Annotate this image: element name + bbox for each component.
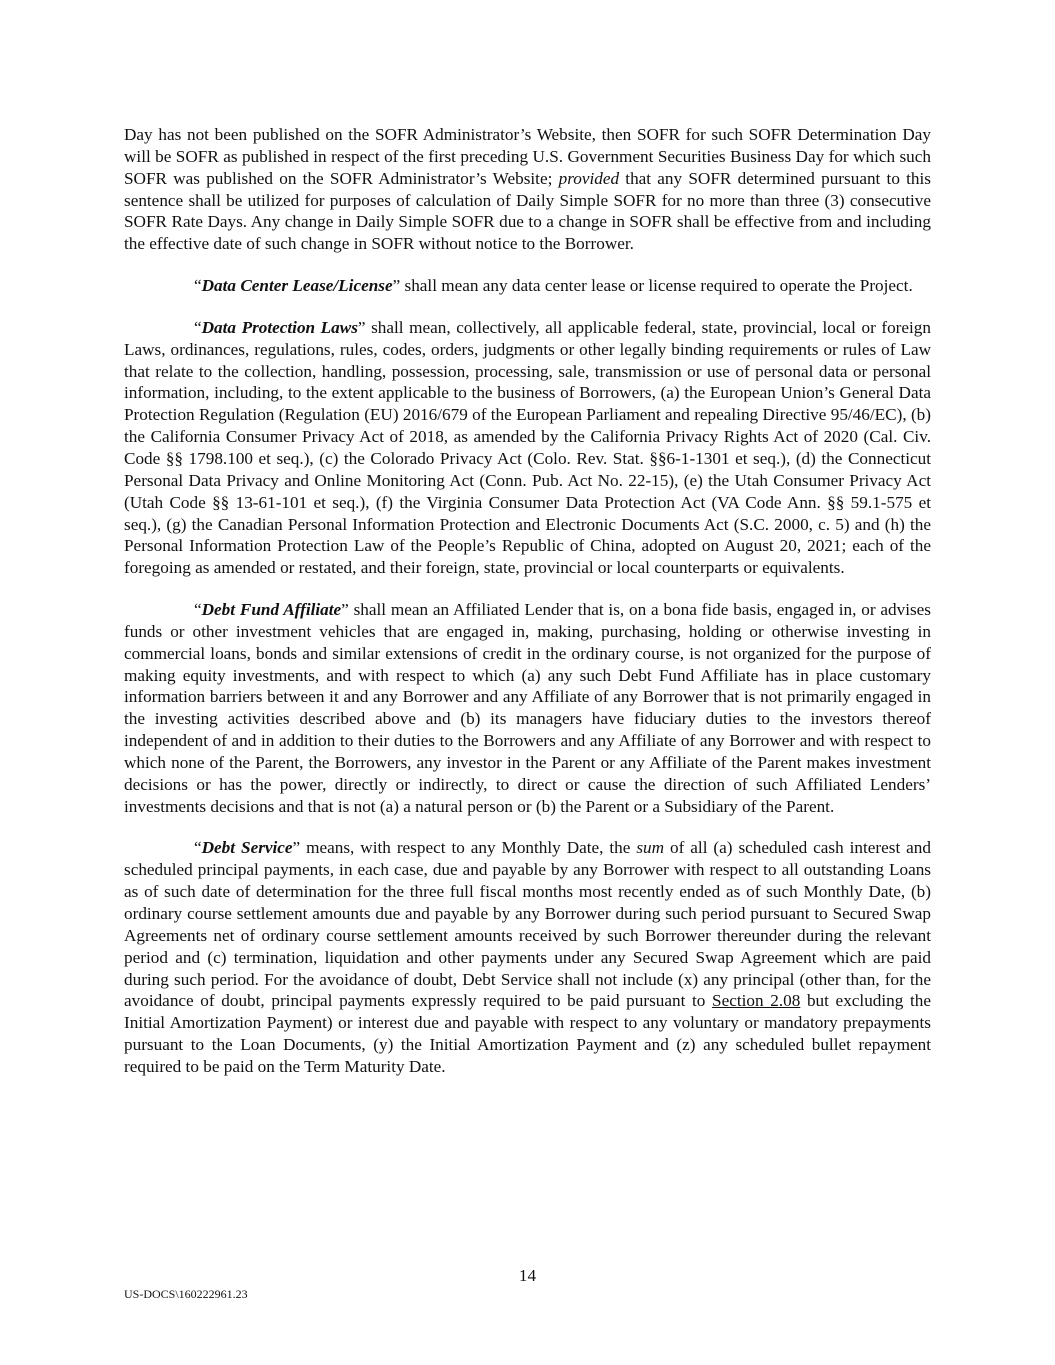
- definition-text: shall mean any data center lease or license required to operate the Project.: [400, 276, 913, 296]
- open-quote: “: [194, 317, 202, 337]
- definition-debt-fund-affiliate: [124, 599, 931, 817]
- sum-italic: sum: [636, 838, 665, 858]
- document-body: [124, 124, 931, 1098]
- definition-data-center-lease-license: [124, 275, 931, 297]
- defined-term: Data Protection Laws: [201, 317, 358, 337]
- close-quote: ”: [341, 600, 349, 620]
- document-id: US-DOCS\160222961.23: [124, 1287, 248, 1301]
- defined-term: Data Center Lease/License: [201, 276, 393, 296]
- close-quote: ”: [292, 838, 301, 858]
- defined-term: Debt Fund Affiliate: [201, 600, 342, 620]
- page-number: 14: [518, 1266, 537, 1285]
- provided-italic: provided: [558, 168, 620, 188]
- paragraph-text: that any SOFR determined pursuant to this sentence shall be utilized for purposes of calculation of Daily Simple SOFR for no more than three (3) consecutive SOFR Rate Days. Any change in Daily Simple SOFR due to a change in SOFR shall be effective from and including the effective date of such change in SOFR without notice to the Borrower.: [124, 168, 931, 254]
- defined-term: Debt Service: [201, 838, 293, 858]
- close-quote: ”: [357, 317, 366, 337]
- sofr-continuation-paragraph: [124, 124, 931, 255]
- definition-text: means, with respect to any Monthly Date, the: [300, 838, 637, 858]
- open-quote: “: [194, 838, 202, 858]
- definition-debt-service: [124, 837, 931, 1077]
- section-reference-link: Section 2.08: [712, 991, 801, 1011]
- definition-text: but excluding the Initial Amortization Payment) or interest due and payable with respect to any voluntary or mandatory prepayments pursuant to the Loan Documents, (y) the Initial Amortization Payment and (z) any scheduled bullet repayment required to be paid on the Term Maturity Date.: [124, 991, 931, 1076]
- close-quote: ”: [392, 276, 401, 296]
- definition-text: of all (a) scheduled cash interest and scheduled principal payments, in each case, due and payable by any Borrower with respect to all outstanding Loans as of such date of determination for the three full fiscal months most recently ended as of such Monthly Date, (b) ordinary course settlement amounts due and payable by any Borrower during such period pursuant to Secured Swap Agreements net of ordinary course settlement amounts received by such Borrower thereunder during the relevant period and (c) termination, liquidation and other payments under any Secured Swap Agreement which are paid during such period. For the avoidance of doubt, Debt Service shall not include (x) any principal (other than, for the avoidance of doubt, principal payments expressly required to be paid pursuant to: [124, 838, 931, 1011]
- definition-text: shall mean an Affiliated Lender that is, on a bona fide basis, engaged in, or advises funds or other investment vehicles that are engaged in, making, purchasing, holding or otherwise investing in commercial loans, bonds and similar extensions of credit in the ordinary course, is not organized for the purpose of making equity investments, and with respect to which (a) any such Debt Fund Affiliate has in place customary information barriers between it and any Borrower and any Affiliate of any Borrower that is not primarily engaged in the investing activities described above and (b) its managers have fiduciary duties to the investors thereof independent of and in addition to their duties to the Borrowers and any Affiliate of any Borrower and with respect to which none of the Parent, the Borrowers, any investor in the Parent or any Affiliate of the Parent makes investment decisions or has the power, directly or indirectly, to direct or cause the direction of such Affiliated Lenders’ investments decisions and that is not (a) a natural person or (b) the Parent or a Subsidiary of the Parent.: [124, 600, 931, 816]
- open-quote: “: [194, 600, 202, 620]
- open-quote: “: [194, 276, 202, 296]
- definition-text: shall mean, collectively, all applicable federal, state, provincial, local or foreign Laws, ordinances, regulations, rules, codes, orders, judgments or other legally binding requirements or rules of Law that relate to the collection, handling, possession, processing, sale, transmission or use of personal data or personal information, including, to the extent applicable to the business of Borrowers, (a) the European Union’s General Data Protection Regulation (Regulation (EU) 2016/679 of the European Parliament and repealing Directive 95/46/EC), (b) the California Consumer Privacy Act of 2018, as amended by the California Privacy Rights Act of 2020 (Cal. Civ. Code §§ 1798.100 et seq.), (c) the Colorado Privacy Act (Colo. Rev. Stat. §§6-1-1301 et seq.), (d) the Connecticut Personal Data Privacy and Online Monitoring Act (Conn. Pub. Act No. 22-15), (e) the Utah Consumer Privacy Act (Utah Code §§ 13-61-101 et seq.), (f) the Virginia Consumer Data Protection Act (VA Code Ann. §§ 59.1-575 et seq.), (g) the Canadian Personal Information Protection and Electronic Documents Act (S.C. 2000, c. 5) and (h) the Personal Information Protection Law of the People’s Republic of China, adopted on August 20, 2021; each of the foregoing as amended or restated, and their foreign, state, provincial or local counterparts or equivalents.: [124, 317, 931, 578]
- paragraph-text: Day has not been published on the SOFR Administrator’s Website, then SOFR for such SOFR Determination Day will be SOFR as published in respect of the first preceding U.S. Government Securities Business Day for which such SOFR was published on the SOFR Administrator’s Website;: [124, 125, 931, 188]
- definition-data-protection-laws: [124, 317, 931, 579]
